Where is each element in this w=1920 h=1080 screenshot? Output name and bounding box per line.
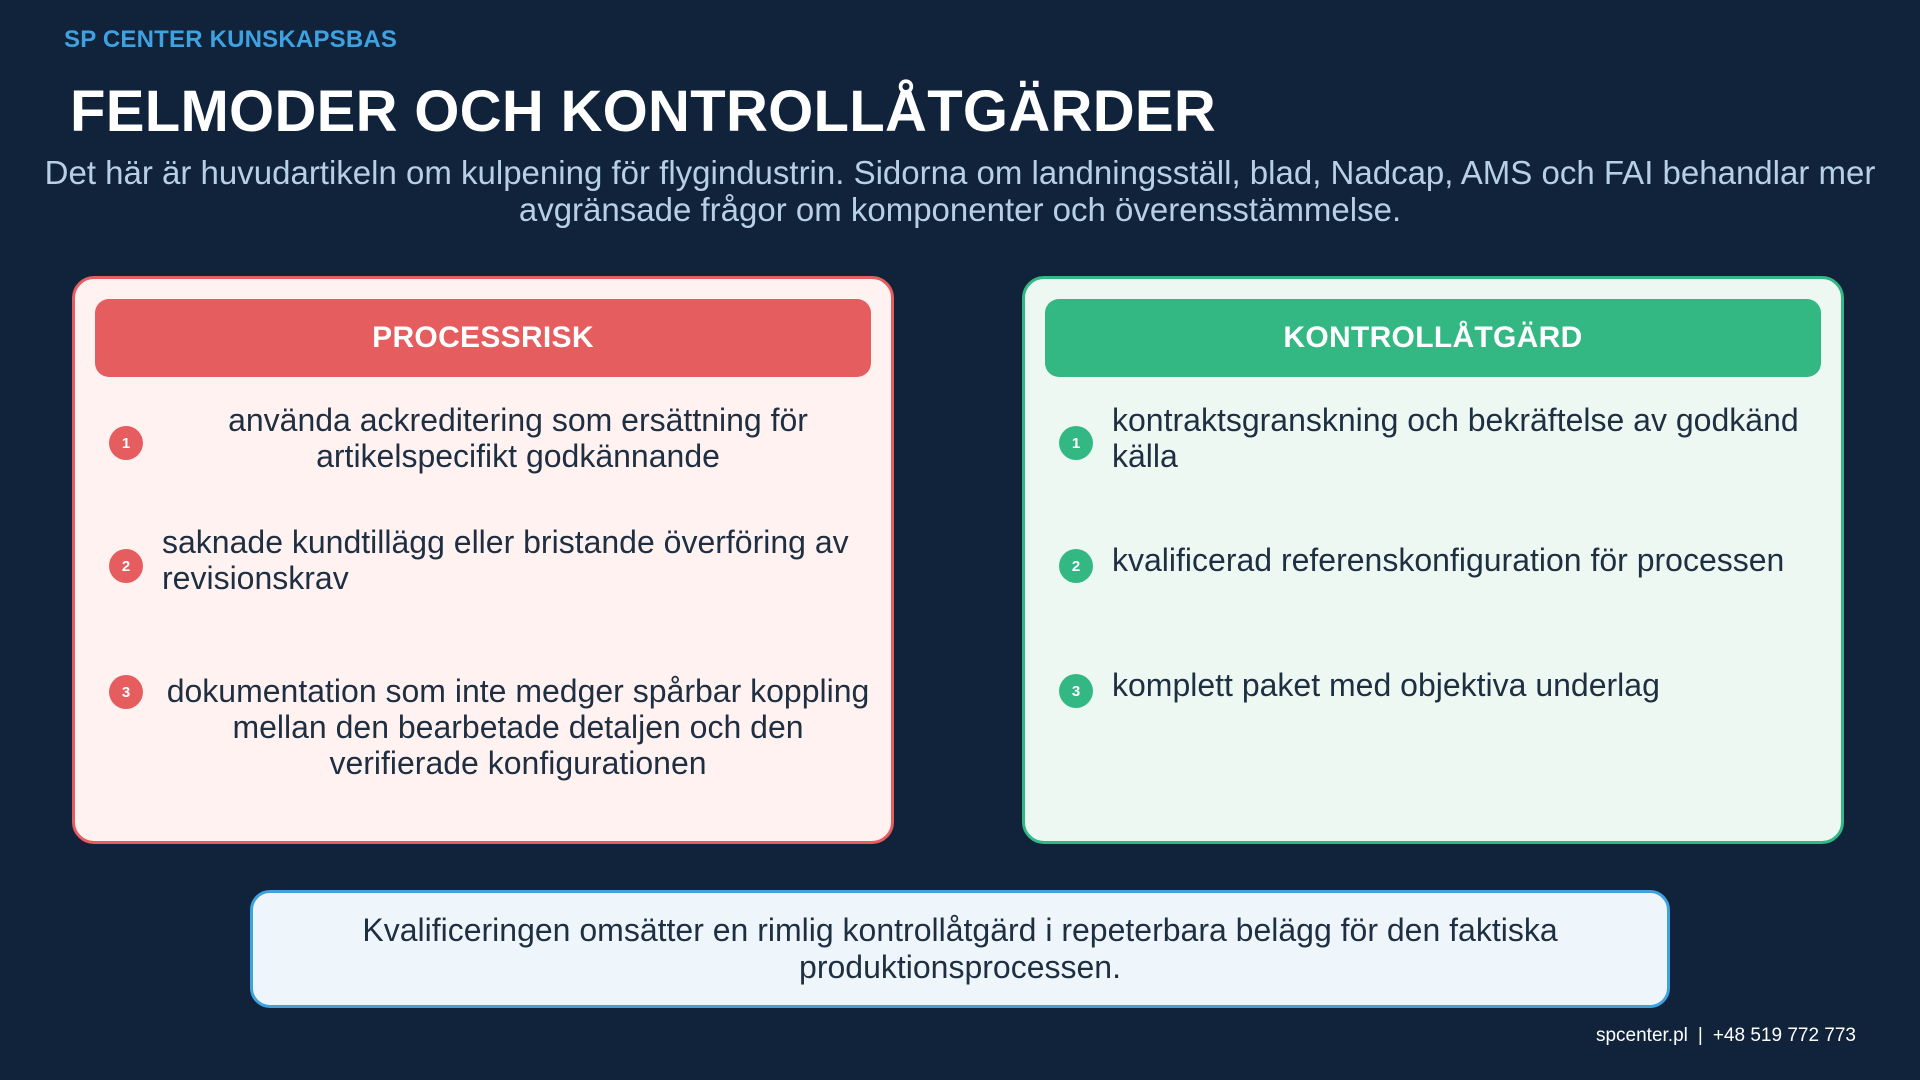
control-number-badge-1: 1 xyxy=(1059,426,1093,460)
risk-item-text-3: dokumentation som inte medger spårbar koppling mellan den bearbetade detaljen och den verifierade konfigurationen xyxy=(166,673,870,781)
control-number-badge-2: 2 xyxy=(1059,549,1093,583)
footer-contact xyxy=(1596,1025,1856,1047)
process-risk-panel xyxy=(72,276,894,844)
brand-label: SP CENTER KUNSKAPSBAS xyxy=(64,26,398,53)
control-item-text-1: kontraktsgranskning och bekräftelse av godkänd källa xyxy=(1112,402,1799,474)
risk-number-badge-2: 2 xyxy=(109,549,143,583)
summary-text: Kvalificeringen omsätter en rimlig kontrollåtgärd i repeterbara belägg för den faktiska produktionsprocessen. xyxy=(362,912,1558,985)
control-number-badge-3: 3 xyxy=(1059,674,1093,708)
control-item-text-2: kvalificerad referenskonfiguration för processen xyxy=(1112,542,1785,578)
risk-number-badge-3: 3 xyxy=(109,675,143,709)
footer-separator: | xyxy=(1697,1025,1703,1046)
risk-item-text-2: saknade kundtillägg eller bristande överföring av revisionskrav xyxy=(162,524,849,596)
control-item-text-3: komplett paket med objektiva underlag xyxy=(1112,667,1660,703)
website-link[interactable]: spcenter.pl xyxy=(1595,1025,1688,1046)
phone-number[interactable]: +48 519 772 773 xyxy=(1712,1025,1856,1046)
summary-box xyxy=(250,890,1670,1008)
risk-item-text-1: använda ackreditering som ersättning för artikelspecifikt godkännande xyxy=(228,402,808,474)
process-risk-header: PROCESSRISK xyxy=(95,299,871,377)
page-subtitle: Det här är huvudartikeln om kulpening för flygindustrin. Sidorna om landningsställ, blad, Nadcap, AMS och FAI behandlar mer avgränsade frågor om komponenter och överensstämmelse. xyxy=(44,154,1876,228)
risk-number-badge-1: 1 xyxy=(109,426,143,460)
control-measure-panel xyxy=(1022,276,1844,844)
control-measure-header: KONTROLLÅTGÄRD xyxy=(1045,299,1821,377)
page-title: FELMODER OCH KONTROLLÅTGÄRDER xyxy=(70,79,1217,144)
